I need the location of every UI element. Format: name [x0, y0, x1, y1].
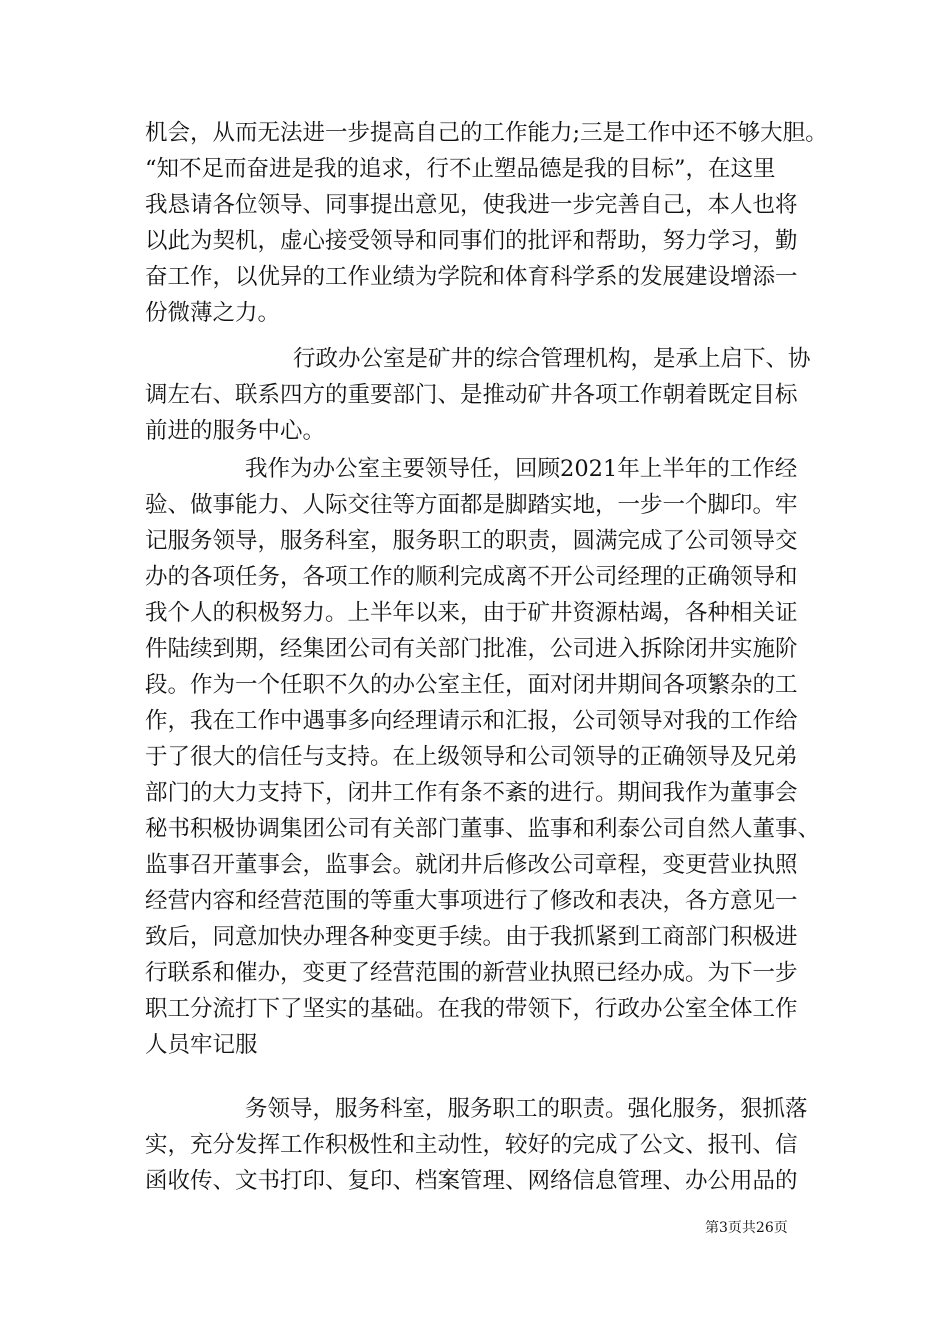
text-line: 我个人的积极努力。上半年以来，由于矿井资源枯竭，各种相关证: [145, 600, 798, 626]
text-line: 我恳请各位领导、同事提出意见，使我进一步完善自己，本人也将: [145, 192, 798, 218]
page-number-footer: 第3页共26页: [705, 1220, 788, 1236]
text-line: 人员牢记服: [145, 1032, 258, 1058]
text-line: “知不足而奋进是我的追求，行不止塑品德是我的目标”，在这里: [145, 156, 776, 182]
text-line: 函收传、文书打印、复印、档案管理、网络信息管理、办公用品的: [145, 1168, 798, 1194]
text-line: 实，充分发挥工作积极性和主动性，较好的完成了公文、报刊、信: [145, 1132, 798, 1158]
text-line: 记服务领导，服务科室，服务职工的职责，圆满完成了公司领导交: [145, 528, 798, 554]
text-line: 我作为办公室主要领导任，回顾2021年上半年的工作经: [245, 456, 798, 482]
text-line: 作，我在工作中遇事多向经理请示和汇报，公司领导对我的工作给: [145, 708, 798, 734]
text-line: 份微薄之力。: [145, 300, 281, 326]
paragraph-4: [145, 1091, 815, 1199]
text-line: 职工分流打下了坚实的基础。在我的带领下，行政办公室全体工作: [145, 996, 798, 1022]
paragraph-1: [145, 115, 828, 331]
text-line: 务领导，服务科室，服务职工的职责。强化服务，狠抓落: [245, 1096, 808, 1122]
text-line: 监事召开董事会，监事会。就闭井后修改公司章程，变更营业执照: [145, 852, 798, 878]
text-line: 部门的大力支持下，闭井工作有条不紊的进行。期间我作为董事会: [145, 780, 798, 806]
text-line: 前进的服务中心。: [145, 418, 326, 444]
text-line: 行政办公室是矿井的综合管理机构，是承上启下、协: [293, 346, 811, 372]
text-line: 以此为契机，虚心接受领导和同事们的批评和帮助，努力学习，勤: [145, 228, 798, 254]
text-line: 行联系和催办，变更了经营范围的新营业执照已经办成。为下一步: [145, 960, 798, 986]
text-line: 验、做事能力、人际交往等方面都是脚踏实地，一步一个脚印。牢: [145, 492, 798, 518]
paragraph-2: [145, 341, 815, 449]
text-line: 办的各项任务，各项工作的顺利完成离不开公司经理的正确领导和: [145, 564, 798, 590]
text-line: 段。作为一个任职不久的办公室主任，面对闭井期间各项繁杂的工: [145, 672, 798, 698]
text-line: 秘书积极协调集团公司有关部门董事、监事和利泰公司自然人董事、: [145, 816, 821, 842]
text-line: 机会，从而无法进一步提高自己的工作能力;三是工作中还不够大胆。: [145, 120, 828, 146]
text-line: 经营内容和经营范围的等重大事项进行了修改和表决，各方意见一: [145, 888, 798, 914]
text-line: 奋工作，以优异的工作业绩为学院和体育科学系的发展建设增添一: [145, 264, 798, 290]
text-line: 致后，同意加快办理各种变更手续。由于我抓紧到工商部门积极进: [145, 924, 798, 950]
text-line: 调左右、联系四方的重要部门、是推动矿井各项工作朝着既定目标: [145, 382, 798, 408]
text-line: 件陆续到期，经集团公司有关部门批准，公司进入拆除闭井实施阶: [145, 636, 798, 662]
paragraph-3: [145, 451, 821, 1063]
text-line: 于了很大的信任与支持。在上级领导和公司领导的正确领导及兄弟: [145, 744, 798, 770]
